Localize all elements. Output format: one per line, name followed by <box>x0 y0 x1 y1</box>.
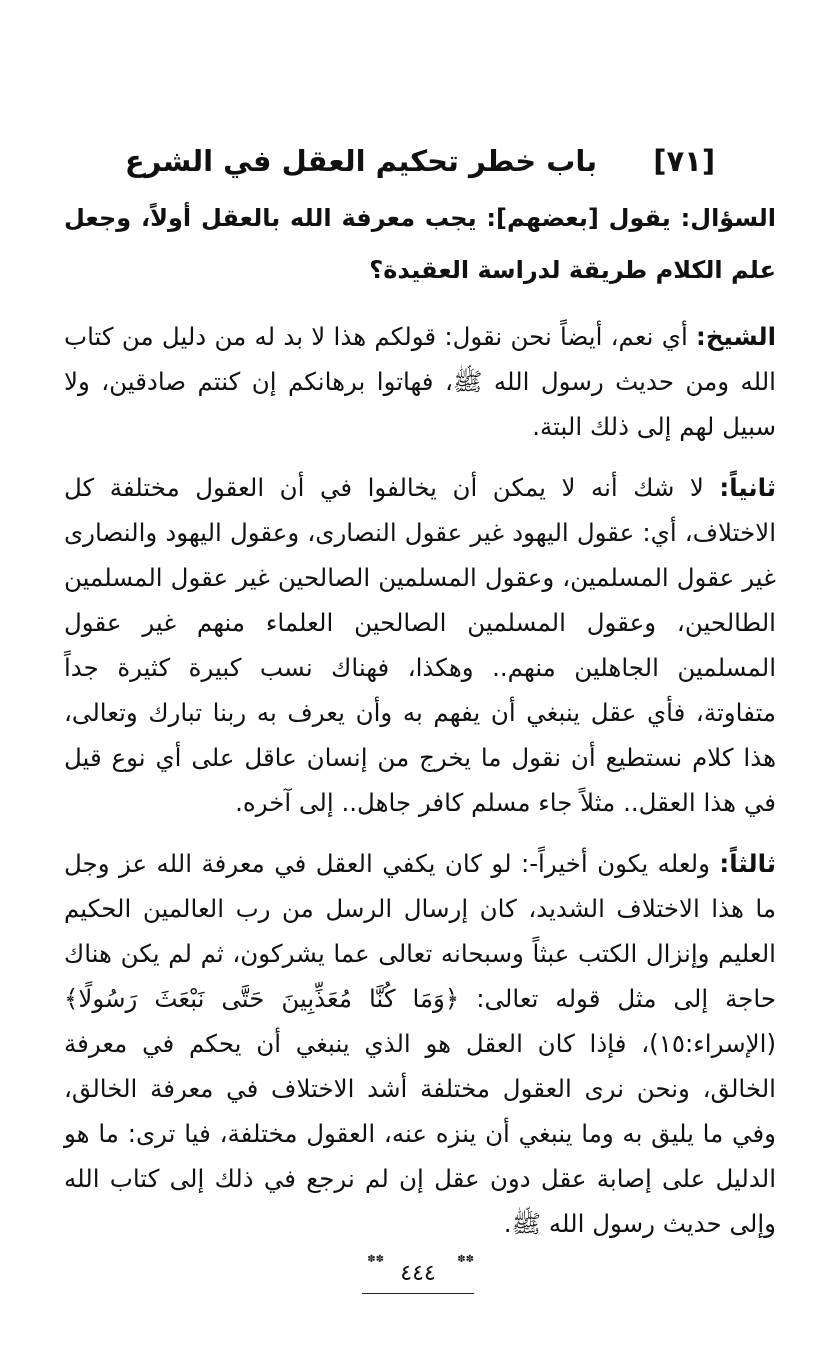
document-page <box>64 140 776 1262</box>
paragraph-text: ولعله يكون أخيراً-: لو كان يكفي العقل في معرفة الله عز وجل ما هذا الاختلاف الشديد، كان إرسال الرسل من رب العالمين الحكيم العليم وإنزال الكتب عبثاً وسبحانه تعالى عما يشركون، ثم لم يكن هناك حاجة إلى مثل قوله تعالى: ﴿وَمَا كُنَّا مُعَذِّبِينَ حَتَّى نَبْعَثَ رَسُولًا﴾(الإسراء:١٥)، فإذا كان العقل هو الذي ينبغي أن يحكم في معرفة الخالق، ونحن نرى العقول مختلفة أشد الاختلاف في معرفة الخالق، وفي ما يليق به وما ينبغي أن ينزه عنه، العقول مختلفة، فيا ترى: ما هو الدليل على إصابة عقل دون عقل إن لم نرجع في ذلك إلى كتاب الله وإلى حديث رسول الله ﷺ. <box>64 849 776 1238</box>
page-footer <box>362 1255 474 1294</box>
page-number: ٤٤٤ <box>400 1261 436 1286</box>
question-lead: السؤال: <box>680 204 776 232</box>
answer-paragraph-1 <box>64 314 776 449</box>
paragraph-text: لا شك أنه لا يمكن أن يخالفوا في أن العقول مختلفة كل الاختلاف، أي: عقول اليهود غير عقول النصارى، وعقول اليهود والنصارى غير عقول المسلمين، وعقول المسلمين الصالحين غير عقول المسلمين الطالحين، وعقول المسلمين الصالحين العلماء منهم غير عقول المسلمين الجاهلين منهم.. وهكذا، فهناك نسب كبيرة كثيرة جداً متفاوتة، فأي عقل ينبغي أن يفهم به وأن يعرف به ربنا تبارك وتعالى، هذا كلام نستطيع أن نقول ما يخرج من إنسان عاقل على أي نوع قيل في هذا العقل.. مثلاً جاء مسلم كافر جاهل.. إلى آخره. <box>64 473 776 817</box>
paragraph-text: أي نعم، أيضاً نحن نقول: قولكم هذا لا بد له من دليل من كتاب الله ومن حديث رسول الله ﷺ، فهاتوا برهانكم إن كنتم صادقين، ولا سبيل لهم إلى ذلك البتة. <box>64 322 776 441</box>
ornament-icon: ✽✽ <box>367 1254 384 1265</box>
answer-paragraph-3 <box>64 841 776 1246</box>
paragraph-lead: ثالثاً: <box>719 849 776 878</box>
answer-paragraph-2 <box>64 465 776 825</box>
paragraph-lead: ثانياً: <box>719 473 776 502</box>
chapter-number: [٧١] <box>653 144 716 178</box>
paragraph-lead: الشيخ: <box>696 322 776 351</box>
chapter-heading <box>64 140 776 182</box>
question-paragraph <box>64 192 776 296</box>
chapter-title: باب خطر تحكيم العقل في الشرع <box>124 144 598 178</box>
ornament-icon: ✽✽ <box>457 1254 474 1265</box>
question-text: يقول [بعضهم]: يجب معرفة الله بالعقل أولاً، وجعل علم الكلام طريقة لدراسة العقيدة؟ <box>64 204 776 284</box>
